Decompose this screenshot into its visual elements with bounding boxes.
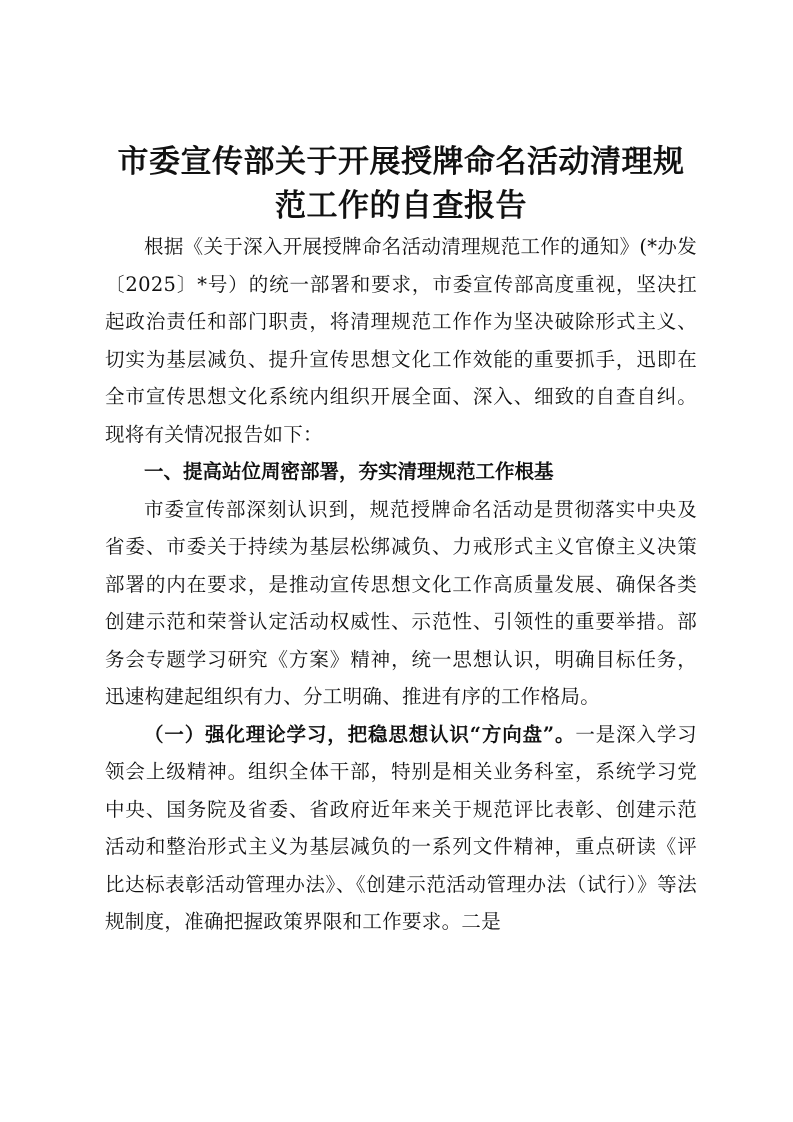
subsection-1-paragraph (105, 716, 697, 941)
subsection-1-label: （一）强化理论学习，把稳思想认识“方向盘”。 (144, 722, 576, 746)
intro-paragraph: 根据《关于深入开展授牌命名活动清理规范工作的通知》(*办发〔2025〕*号）的统一部署和要求，市委宣传部高度重视，坚决扛起政治责任和部门职责，将清理规范工作作为坚决破除形式主义、切实为基层减负、提升宣传思想文化工作效能的重要抓手，迅即在全市宣传思想文化系统内组织开展全面、深入、细致的自查自纠。现将有关情况报告如下： (105, 235, 697, 446)
subsection-1-text: 一是深入学习领会上级精神。组织全体干部，特别是相关业务科室，系统学习党中央、国务院及省委、省政府近年来关于规范评比表彰、创建示范活动和整治形式主义为基层减负的一系列文件精神，重点研读《评比达标表彰活动管理办法》、《创建示范活动管理办法（试行）》等法规制度，准确把握政策界限和工作要求。二是 (105, 722, 697, 933)
document-title: 市委宣传部关于开展授牌命名活动清理规范工作的自查报告 (117, 144, 685, 224)
section-1-paragraph: 市委宣传部深刻认识到，规范授牌命名活动是贯彻落实中央及省委、市委关于持续为基层松绑减负、力戒形式主义官僚主义决策部署的内在要求，是推动宣传思想文化工作高质量发展、确保各类创建示范和荣誉认定活动权威性、示范性、引领性的重要举措。部务会专题学习研究《方案》精神，统一思想认识，明确目标任务，迅速构建起组织有力、分工明确、推进有序的工作格局。 (105, 497, 697, 708)
document-page (105, 140, 697, 941)
section-heading-1: 一、提高站位周密部署，夯实清理规范工作根基 (144, 460, 554, 483)
